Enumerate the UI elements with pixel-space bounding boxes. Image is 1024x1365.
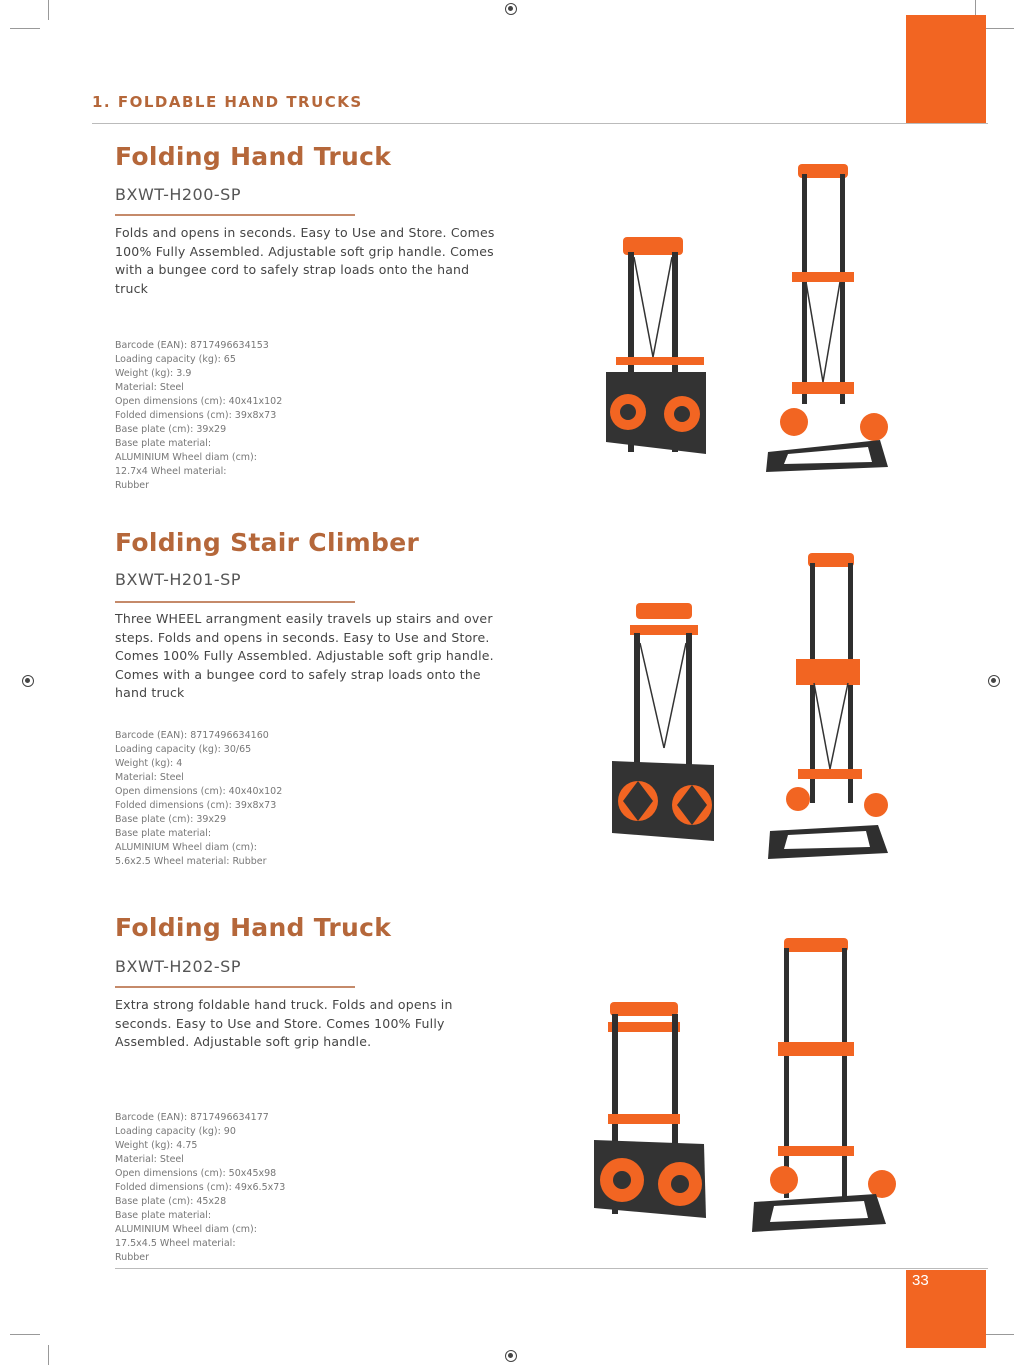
- product-code: BXWT-H201-SP: [115, 570, 241, 589]
- spec-line: Base plate (cm): 39x29: [115, 814, 227, 825]
- spec-line: ALUMINIUM Wheel diam (cm):: [115, 842, 257, 853]
- spec-line: Barcode (EAN): 8717496634177: [115, 1112, 269, 1123]
- spec-line: 17.5x4.5 Wheel material:: [115, 1238, 236, 1249]
- product-title: Folding Stair Climber: [115, 528, 420, 557]
- product-photo: [584, 918, 904, 1248]
- product-divider: [115, 214, 355, 216]
- spec-line: Base plate (cm): 39x29: [115, 424, 227, 435]
- spec-line: Material: Steel: [115, 772, 184, 783]
- spec-line: Loading capacity (kg): 30/65: [115, 744, 252, 755]
- spec-line: Rubber: [115, 1252, 150, 1263]
- product-specs: [115, 1111, 335, 1265]
- spec-line: Base plate material:: [115, 438, 212, 449]
- registration-mark-right: [988, 675, 1000, 687]
- spec-line: Weight (kg): 4: [115, 758, 183, 769]
- product-photo: [598, 142, 904, 490]
- spec-line: Weight (kg): 4.75: [115, 1140, 198, 1151]
- crop-mark: [984, 28, 1014, 29]
- registration-mark-top: [505, 3, 517, 15]
- spec-line: Base plate material:: [115, 828, 212, 839]
- product-photo: [598, 533, 904, 881]
- product-specs: [115, 339, 335, 493]
- spec-line: Barcode (EAN): 8717496634153: [115, 340, 269, 351]
- spec-line: Open dimensions (cm): 40x41x102: [115, 396, 283, 407]
- spec-line: Folded dimensions (cm): 39x8x73: [115, 800, 277, 811]
- registration-mark-bottom: [505, 1350, 517, 1362]
- spec-line: Base plate material:: [115, 1210, 212, 1221]
- open-hand-truck-image: [766, 164, 888, 472]
- footer-divider: [115, 1268, 988, 1269]
- product-description: Three WHEEL arrangment easily travels up stairs and over steps. Folds and opens in seconds. Easy to Use and Store. Comes 100% Fully Assembled. Adjustable soft grip handle. Comes with a bungee cord to safely strap loads onto the hand truck: [115, 611, 494, 701]
- spec-line: Material: Steel: [115, 1154, 184, 1165]
- folded-stair-climber-image: [612, 603, 714, 841]
- spec-line: ALUMINIUM Wheel diam (cm):: [115, 1224, 257, 1235]
- section-divider: [92, 123, 988, 124]
- crop-mark: [10, 28, 40, 29]
- spec-line: Material: Steel: [115, 382, 184, 393]
- product-title: Folding Hand Truck: [115, 913, 392, 942]
- registration-mark-left: [22, 675, 34, 687]
- crop-mark: [984, 1334, 1014, 1335]
- spec-line: Open dimensions (cm): 50x45x98: [115, 1168, 277, 1179]
- product-code: BXWT-H200-SP: [115, 185, 241, 204]
- spec-line: Barcode (EAN): 8717496634160: [115, 730, 269, 741]
- spec-line: 12.7x4 Wheel material:: [115, 466, 227, 477]
- spec-line: 5.6x2.5 Wheel material: Rubber: [115, 856, 267, 867]
- spec-line: Open dimensions (cm): 40x40x102: [115, 786, 283, 797]
- product-specs: [115, 729, 335, 869]
- spec-line: Rubber: [115, 480, 150, 491]
- crop-mark: [48, 1345, 49, 1365]
- header-accent-block: [906, 15, 986, 123]
- product-code: BXWT-H202-SP: [115, 957, 241, 976]
- folded-hand-truck-image: [606, 237, 706, 454]
- crop-mark: [10, 1334, 40, 1335]
- spec-line: Folded dimensions (cm): 49x6.5x73: [115, 1182, 286, 1193]
- crop-mark: [48, 0, 49, 20]
- spec-line: ALUMINIUM Wheel diam (cm):: [115, 452, 257, 463]
- section-title: 1. FOLDABLE HAND TRUCKS: [92, 93, 363, 111]
- open-heavy-hand-truck-image: [752, 938, 896, 1232]
- page-number: 33: [912, 1272, 929, 1289]
- spec-line: Folded dimensions (cm): 39x8x73: [115, 410, 277, 421]
- spec-line: Base plate (cm): 45x28: [115, 1196, 227, 1207]
- product-title: Folding Hand Truck: [115, 142, 392, 171]
- spec-line: Loading capacity (kg): 65: [115, 354, 236, 365]
- spec-line: Loading capacity (kg): 90: [115, 1126, 236, 1137]
- open-stair-climber-image: [768, 553, 888, 859]
- product-divider: [115, 986, 355, 988]
- product-description: Folds and opens in seconds. Easy to Use and Store. Comes 100% Fully Assembled. Adjustable soft grip handle. Comes with a bungee cord to safely strap loads onto the hand truck: [115, 225, 495, 296]
- product-description: Extra strong foldable hand truck. Folds and opens in seconds. Easy to Use and Store. Comes 100% Fully Assembled. Adjustable soft grip handle.: [115, 997, 453, 1050]
- folded-heavy-hand-truck-image: [594, 1002, 706, 1218]
- spec-line: Weight (kg): 3.9: [115, 368, 192, 379]
- product-divider: [115, 601, 355, 603]
